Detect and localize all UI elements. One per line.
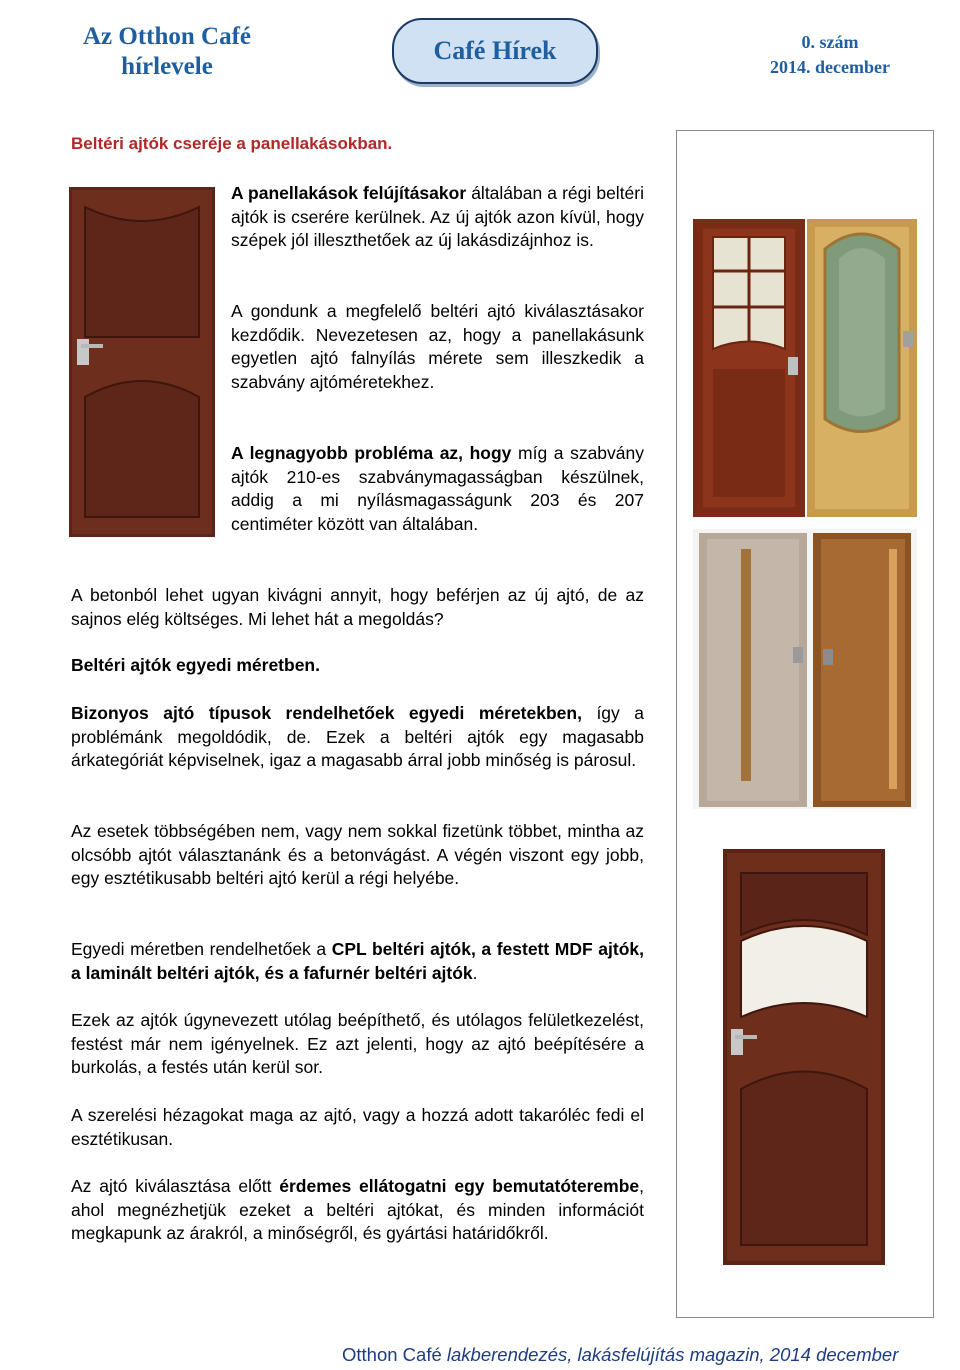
walnut-door-image: [69, 187, 215, 537]
paragraph-custom-types: [71, 702, 644, 773]
modern-doors-image: [693, 529, 917, 809]
footer-text: lakberendezés, lakásfelújítás magazin, 2014 december: [441, 1344, 899, 1365]
paragraph-custom-rest: így a problémánk megoldódik, de. Ezek a beltéri ajtók egy magasabb árkategóriát képviselnek, igaz a magasabb árral jobb minőség is párosul.: [71, 703, 644, 771]
paragraph-intro-bold: A panellakások felújításakor: [231, 183, 467, 203]
newsletter-brand: [72, 22, 262, 82]
arched-glass-door-image: [723, 849, 885, 1265]
issue-number: 0. szám: [801, 32, 859, 52]
paragraph-types-bold: CPL beltéri ajtók, a festett MDF ajtók, a laminált beltéri ajtók, és a fafurnér beltéri ajtók: [71, 939, 645, 983]
paragraph-types-start: Egyedi méretben rendelhetőek a: [71, 939, 332, 959]
paragraph-door-types: [71, 938, 644, 985]
paragraph-installation: Ezek az ajtók úgynevezett utólag beépíthető, és utólagos felületkezelést, festést már nem igényelnek. Ez azt jelenti, hogy az ajtó beépítésére a burkolás, a festés után kerül sor.: [71, 1010, 644, 1078]
paragraph-cost: Az esetek többségében nem, vagy nem sokkal fizetünk többet, mintha az olcsóbb ajtót választanánk és a betonvágást. A végén viszont egy jobb, egy esztétikusabb beltéri ajtó kerül a régi helyébe.: [71, 821, 644, 889]
paragraph-types-end: .: [472, 962, 478, 983]
paragraph-showroom-end: , ahol megnézhetjük ezeket a beltéri ajtókat, és minden információt megkapunk az árakról, a minőségről, és gyártási határidőkről.: [71, 1176, 644, 1244]
issue-date: 2014. december: [770, 57, 890, 77]
paragraph-gaps: A szerelési hézagokat maga az ajtó, vagy a hozzá adott takaróléc fedi el esztétikusan.: [71, 1105, 644, 1149]
paragraph-showroom-bold: érdemes ellátogatni egy bemutatóterembe: [279, 1176, 640, 1196]
badge-label: Café Hírek: [433, 36, 557, 65]
footer-brand: Otthon Café: [342, 1344, 442, 1365]
paragraph-height-rest: míg a szabvány ajtók 210-es szabványmagasságban készülnek, addig a mi nyílásmagasságunk 203 és 207 centiméter között van általában.: [231, 443, 644, 534]
paragraph-problem: A gondunk a megfelelő beltéri ajtó kiválasztásakor kezdődik. Nevezetesen az, hogy a panellakásunk egyetlen ajtó falnyílás mérete sem illeszkedik a szabvány ajtóméretekhez.: [231, 301, 644, 392]
paragraph-concrete: A betonból lehet ugyan kivágni annyit, hogy beférjen az új ajtó, de az sajnos elég költséges. Mi lehet hát a megoldás?: [71, 585, 644, 629]
brand-line-1: Az Otthon Café: [82, 23, 252, 50]
door-images-panel: [676, 130, 934, 1318]
page-footer: [342, 1344, 898, 1366]
issue-info: [770, 30, 890, 80]
paragraph-height-issue: [231, 442, 644, 536]
paragraph-showroom-start: Az ajtó kiválasztása előtt: [71, 1176, 280, 1196]
paragraph-intro-rest: általában a régi beltéri ajtók is cserére kerülnek. Az új ajtók azon kívül, hogy szépek jól illeszthetőek az új lakásdizájnhoz is.: [231, 183, 645, 251]
article-title: Beltéri ajtók cseréje a panellakásokban.: [71, 134, 393, 153]
paragraph-intro: [231, 182, 644, 253]
paragraph-height-bold: A legnagyobb probléma az, hogy: [231, 443, 512, 463]
glass-doors-image: [693, 219, 917, 519]
paragraph-showroom: [71, 1175, 644, 1246]
paragraph-custom-bold: Bizonyos ajtó típusok rendelhetőek egyedi méretekben,: [71, 703, 582, 723]
subheading-custom-size: Beltéri ajtók egyedi méretben.: [71, 655, 320, 675]
brand-line-2: hírlevele: [121, 53, 213, 80]
cafe-hirek-badge: [392, 18, 598, 84]
